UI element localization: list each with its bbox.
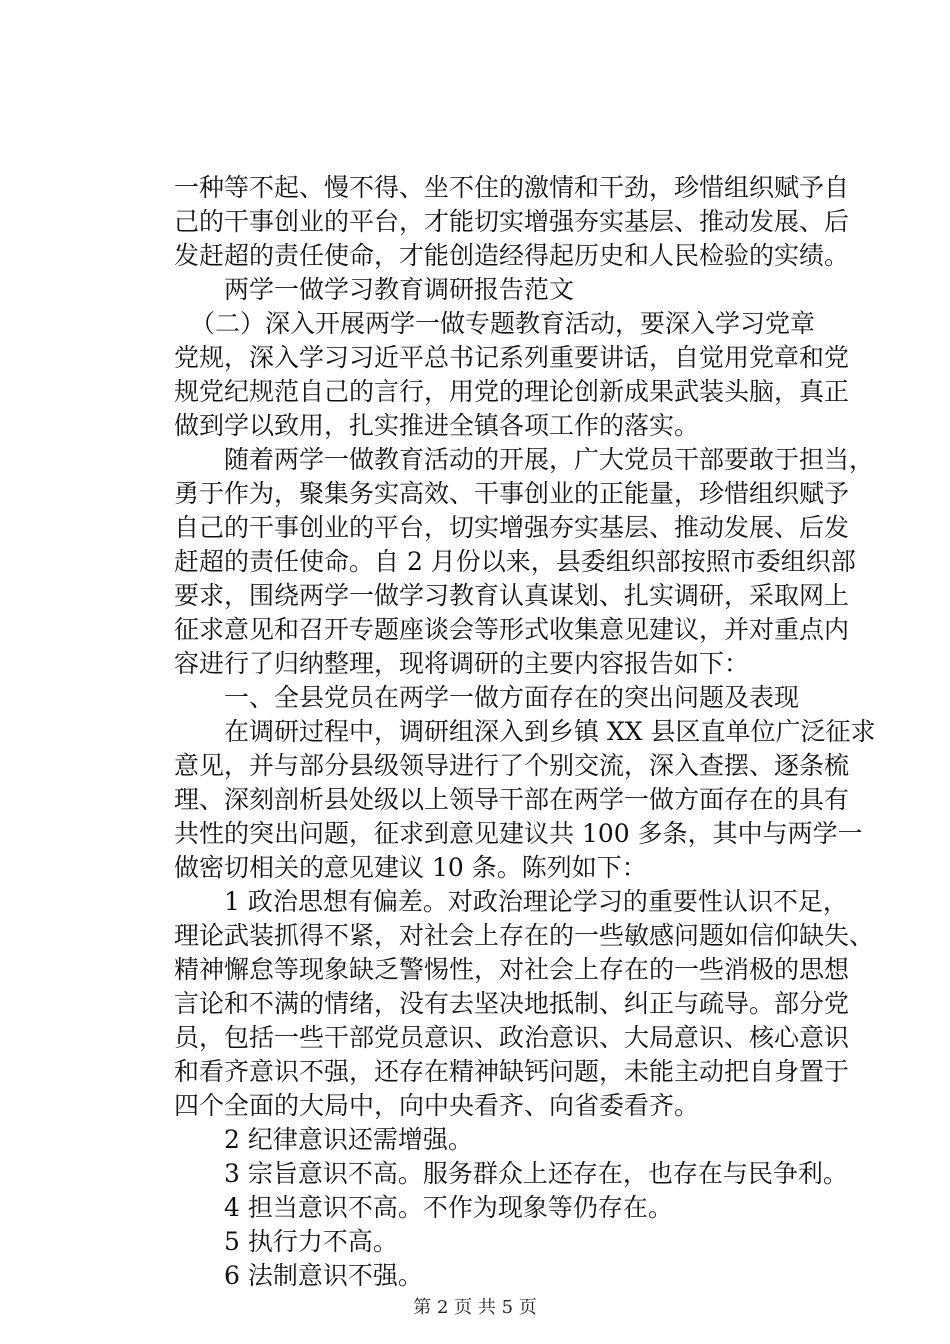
text-line: 四个全面的大局中，向中央看齐、向省委看齐。 [174,1091,700,1120]
list-item: 5 执行力不高。 [224,1227,398,1256]
text-line: 自己的干事创业的平台，切实增强夯实基层、推动发展、后发 [174,513,850,542]
text-line: 一种等不起、慢不得、坐不住的激情和干劲，珍惜组织赋予自 [174,173,850,202]
text-line: （二）深入开展两学一做专题教育活动，要深入学习党章 [190,309,816,338]
list-item: 6 法制意识不强。 [224,1261,423,1290]
text-line: 在调研过程中，调研组深入到乡镇 XX 县区直单位广泛征求 [224,717,876,746]
text-line: 容进行了归纳整理，现将调研的主要内容报告如下： [174,649,750,678]
text-line: 要求，围绕两学一做学习教育认真谋划、扎实调研，采取网上 [174,581,850,610]
section-heading: 一、全县党员在两学一做方面存在的突出问题及表现 [224,683,800,712]
text-line: 精神懈怠等现象缺乏警惕性，对社会上存在的一些消极的思想 [174,955,850,984]
text-line: 员，包括一些干部党员意识、政治意识、大局意识、核心意识 [174,1023,850,1052]
text-line: 随着两学一做教育活动的开展，广大党员干部要敢于担当， [224,445,875,474]
list-item: 4 担当意识不高。不作为现象等仍存在。 [224,1193,673,1222]
text-line: 言论和不满的情绪，没有去坚决地抵制、纠正与疏导。部分党 [174,989,850,1018]
text-line: 做到学以致用，扎实推进全镇各项工作的落实。 [174,411,700,440]
section-heading: 两学一做学习教育调研报告范文 [224,275,575,304]
list-item: 3 宗旨意识不高。服务群众上还存在，也存在与民争利。 [224,1159,848,1188]
text-line: 意见，并与部分县级领导进行了个别交流，深入查摆、逐条梳 [174,751,850,780]
text-line: 发赶超的责任使命，才能创造经得起历史和人民检验的实绩。 [174,241,850,270]
text-line: 理论武装抓得不紧，对社会上存在的一些敏感问题如信仰缺失、 [174,921,875,950]
text-line: 做密切相关的意见建议 10 条。陈列如下： [174,853,647,882]
text-line: 征求意见和召开专题座谈会等形式收集意见建议，并对重点内 [174,615,850,644]
text-line: 和看齐意识不强，还存在精神缺钙问题，未能主动把自身置于 [174,1057,850,1086]
text-line: 共性的突出问题，征求到意见建议共 100 多条，其中与两学一 [174,819,863,848]
list-item: 2 纪律意识还需增强。 [224,1125,473,1154]
page-footer: 第 2 页 共 5 页 [413,1297,537,1318]
list-item: 1 政治思想有偏差。对政治理论学习的重要性认识不足， [224,887,848,916]
text-line: 规党纪规范自己的言行，用党的理论创新成果武装头脑，真正 [174,377,850,406]
text-line: 理、深刻剖析县处级以上领导干部在两学一做方面存在的具有 [174,785,850,814]
text-line: 赶超的责任使命。自 2 月份以来，县委组织部按照市委组织部 [174,547,856,576]
text-line: 党规，深入学习习近平总书记系列重要讲话，自觉用党章和党 [174,343,850,372]
text-line: 勇于作为，聚集务实高效、干事创业的正能量，珍惜组织赋予 [174,479,850,508]
text-line: 己的干事创业的平台，才能切实增强夯实基层、推动发展、后 [174,207,850,236]
